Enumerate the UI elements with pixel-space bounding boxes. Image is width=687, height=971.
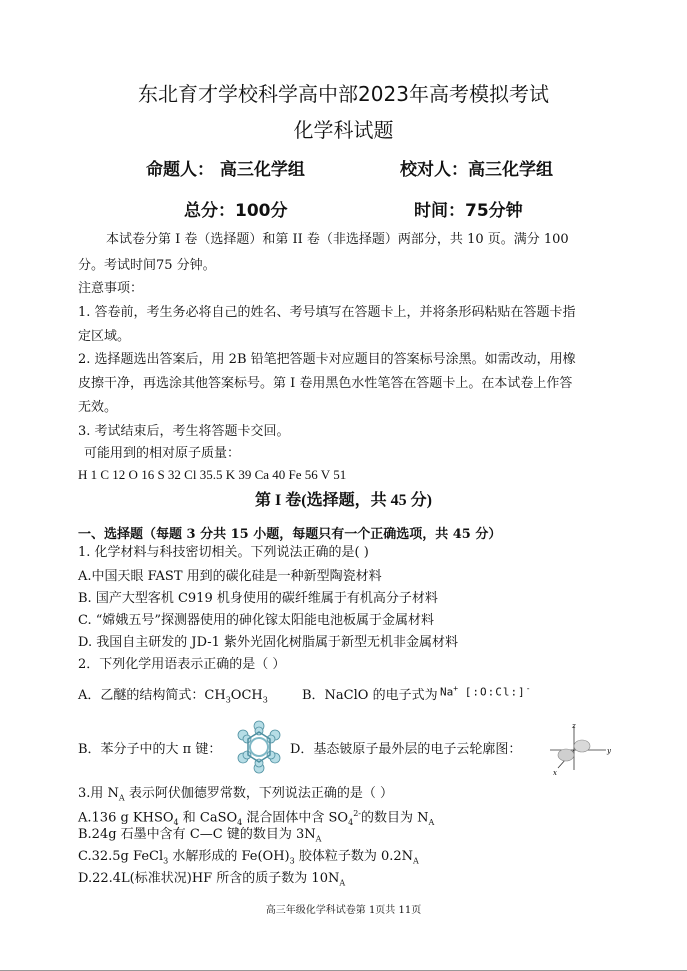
q2-stem: 2．下列化学用语表示正确的是（ ） [78,657,286,672]
q3-option-c: C.32.5g FeCl$_3$ 水解形成的 $Fe(OH)_3$ 胶体粒子数为 $0.2N_A$ [78,849,419,866]
notice-2c: 无效。 [78,400,118,415]
q1-stem: 1. 化学材料与科技密切相关。下列说法正确的是( ) [78,545,369,560]
reviewer-label: 校对人：高三化学组 [400,160,553,180]
axis-x-label: x [553,769,557,777]
naclo-electron-formula: Na+ [:O:Cl:]- [440,684,531,699]
notice-title: 注意事项： [78,281,144,296]
intro-line-2: 分。考试时间75 分钟。 [78,258,216,273]
notice-1b: 定区域。 [78,329,131,344]
q1-option-d: D. 我国自主研发的 JD-1 紫外光固化树脂属于新型无机非金属材料 [78,635,459,650]
q3-option-a: A.136 g $KHSO_4$ 和 CaSO$_4$ 混合固体中含 $SO_4^{2-}$的数目为 $N_A$ [78,809,435,827]
q3-stem: 3.用 $N_A$ 表示阿伏伽德罗常数，下列说法正确的是（ ） [78,786,393,803]
q2-option-a: A．乙醚的结构简式：$CH_3OCH_3$ [78,688,268,705]
total-score: 总分：100分 [184,201,288,221]
q1-option-a: A.中国天眼 FAST 用到的碳化硅是一种新型陶瓷材料 [78,569,382,584]
notice-1a: 1. 答卷前，考生务必将自己的姓名、考号填写在答题卡上，并将条形码粘贴在答题卡指 [78,305,576,320]
q2-option-d: D．基态铍原子最外层的电子云轮廓图： [290,742,522,757]
proposer-label: 命题人： 高三化学组 [146,160,305,180]
page-footer: 高三年级化学科试卷第 1页共 11页 [265,905,422,916]
notice-3: 3. 考试结束后，考生将答题卡交回。 [78,424,290,439]
section-title: 第 I 卷(选择题，共 45 分) [255,492,432,509]
axis-y-label: y [607,747,611,755]
beryllium-orbital-figure [544,722,614,778]
q1-option-b: B. 国产大型客机 C919 机身使用的碳纤维属于有机高分子材料 [78,591,438,606]
atomic-masses: H 1 C 12 O 16 S 32 Cl 35.5 K 39 Ca 40 Fe 56 V 51 [78,467,347,482]
subject-title: 化学科试题 [293,118,394,142]
notice-2b: 皮擦干净，再选涂其他答案标号。第 I 卷用黑色水性笔答在答题卡上。在本试卷上作答 [78,376,573,391]
q2-option-c: B．苯分子中的大 π 键： [78,742,222,757]
intro-line-1: 本试卷分第 I 卷（选择题）和第 II 卷（非选择题）两部分，共 10 页。满分 100 [106,232,569,247]
atomic-mass-title: 可能用到的相对原子质量： [84,446,241,461]
benzene-pi-bond-figure [232,718,286,778]
axis-z-label: z [572,722,576,730]
part-heading: 一、选择题（每题 3 分共 15 小题，每题只有一个正确选项，共 45 分） [78,527,502,542]
q1-option-c: C. “嫦娥五号”探测器使用的砷化镓太阳能电池板属于金属材料 [78,613,435,628]
exam-title: 东北育才学校科学高中部2023年高考模拟考试 [138,82,549,106]
q3-option-d: D.22.4L(标准状况)HF 所含的质子数为 $10N_A$ [78,871,346,888]
q2-option-b: B．NaClO 的电子式为 [302,688,438,703]
q3-option-b: B.24g 石墨中含有 C—C 键的数目为 $3N_A$ [78,827,322,844]
exam-time: 时间：75分钟 [414,201,523,221]
notice-2a: 2. 选择题选出答案后，用 2B 铅笔把答题卡对应题目的答案标号涂黑。如需改动，用橡 [78,352,576,367]
